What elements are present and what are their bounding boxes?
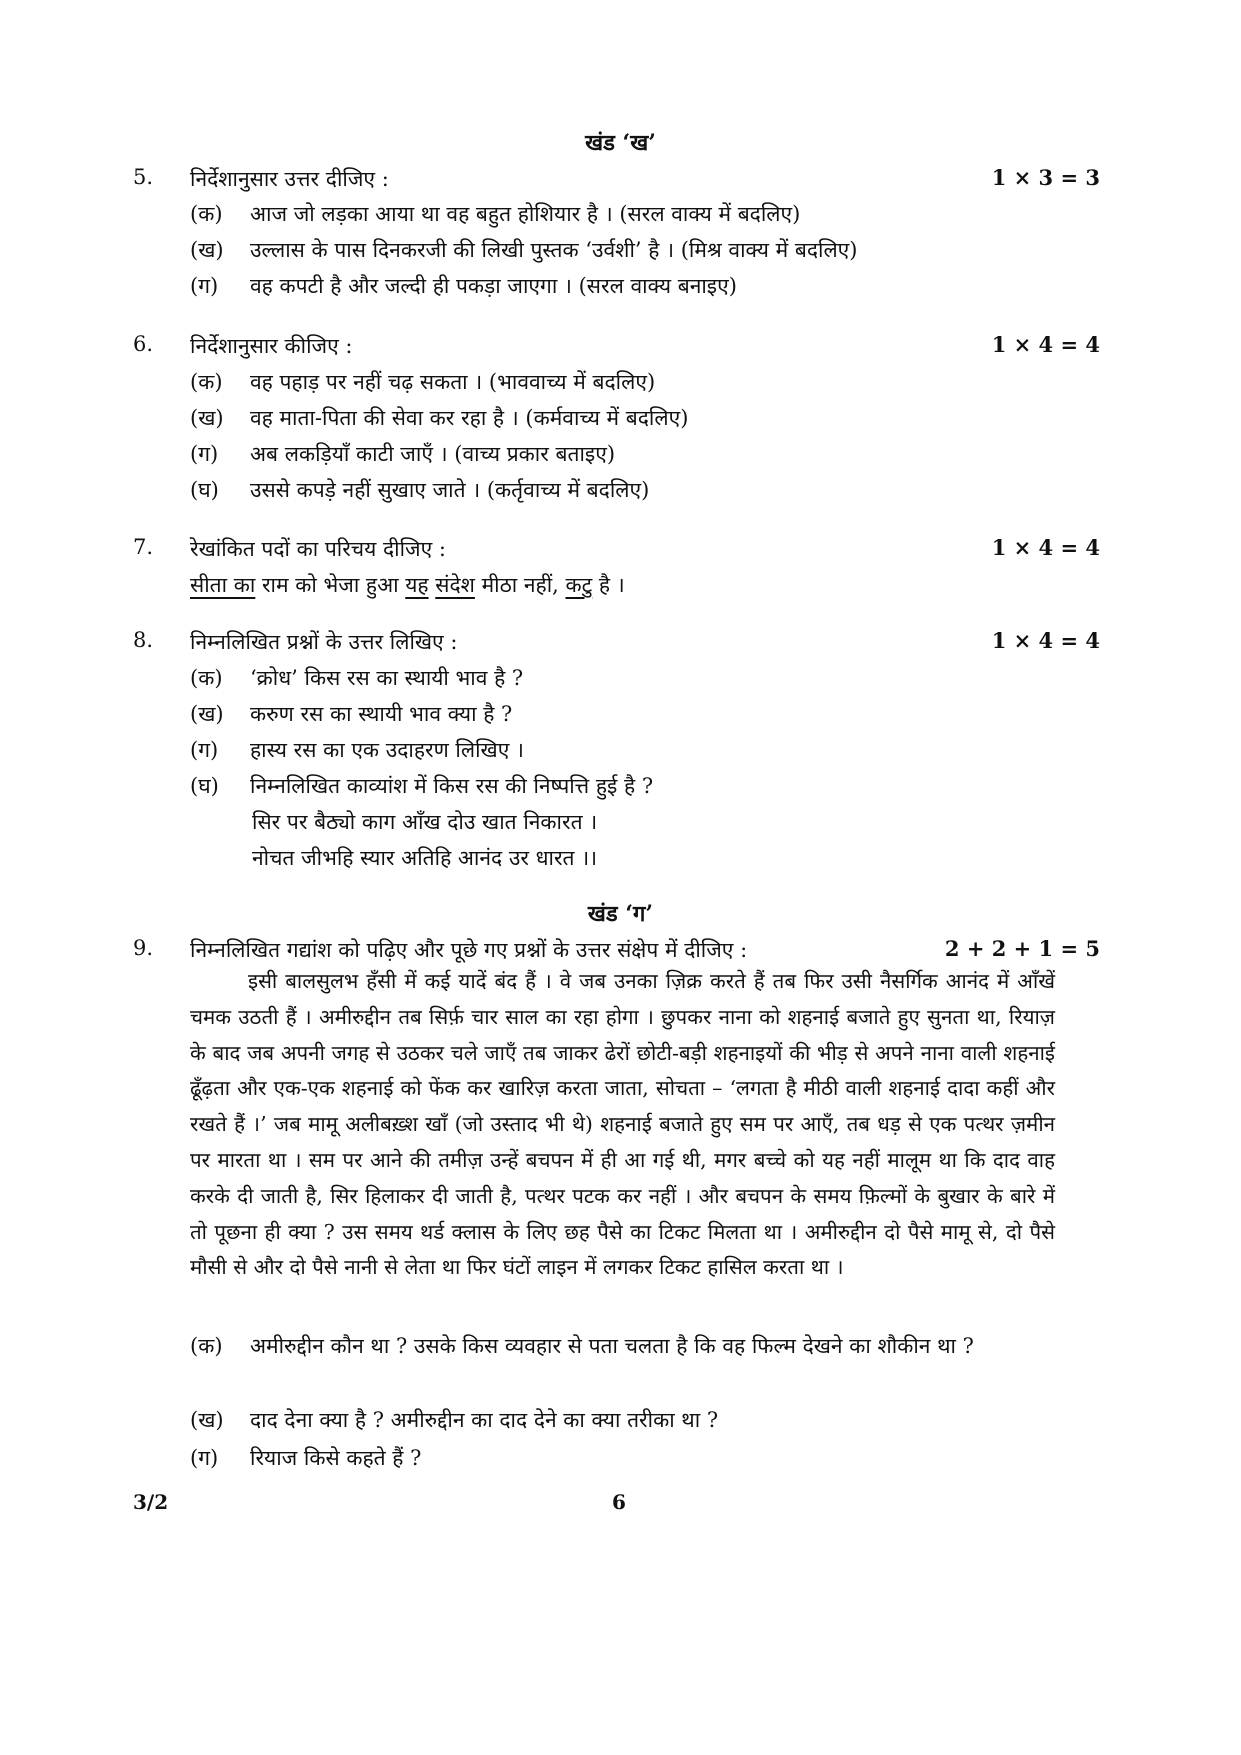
q6-number: 6. bbox=[133, 332, 154, 356]
item-label: (क) bbox=[190, 666, 223, 690]
q5-item bbox=[190, 200, 800, 228]
q6-prompt: निर्देशानुसार कीजिए : bbox=[190, 334, 353, 358]
item-text: करुण रस का स्थायी भाव क्या है ? bbox=[250, 702, 513, 726]
item-label: (क) bbox=[190, 370, 223, 394]
page-number: 6 bbox=[612, 1490, 626, 1514]
item-text: वह माता-पिता की सेवा कर रहा है । (कर्मवाच्य में बदलिए) bbox=[250, 406, 689, 430]
q8-marks: 1 × 4 = 4 bbox=[991, 628, 1100, 653]
item-text: निम्नलिखित काव्यांश में किस रस की निष्पत्ति हुई है ? bbox=[250, 774, 654, 798]
q7-number: 7. bbox=[133, 535, 154, 559]
paper-code: 3/2 bbox=[133, 1490, 169, 1514]
q6-item bbox=[190, 476, 649, 504]
q8-item bbox=[190, 700, 512, 728]
section-c-title: खंड ‘ग’ bbox=[587, 901, 654, 927]
item-label: (ख) bbox=[190, 702, 224, 726]
item-text: आज जो लड़का आया था वह बहुत होशियार है । (सरल वाक्य में बदलिए) bbox=[250, 202, 801, 226]
verse-line: सिर पर बैठ्यो काग आँख दोउ खात निकारत । bbox=[252, 810, 598, 834]
item-label: (ख) bbox=[190, 406, 224, 430]
q7-marks: 1 × 4 = 4 bbox=[991, 535, 1100, 560]
item-label: (घ) bbox=[190, 774, 219, 798]
q9-marks: 2 + 2 + 1 = 5 bbox=[944, 936, 1100, 961]
q6-item bbox=[190, 368, 655, 396]
q8-prompt: निम्नलिखित प्रश्नों के उत्तर लिखिए : bbox=[190, 630, 458, 654]
underlined-word: कटु bbox=[565, 573, 593, 597]
item-label: (ग) bbox=[190, 738, 219, 762]
item-text: उससे कपड़े नहीं सुखाए जाते । (कर्तृवाच्य में बदलिए) bbox=[250, 478, 650, 502]
q8-item bbox=[190, 664, 523, 692]
sentence-text: राम को भेजा हुआ bbox=[255, 573, 406, 597]
item-text: वह कपटी है और जल्दी ही पकड़ा जाएगा । (सरल वाक्य बनाइए) bbox=[250, 274, 737, 298]
item-text: ‘क्रोध’ किस रस का स्थायी भाव है ? bbox=[250, 666, 524, 690]
q5-number: 5. bbox=[133, 165, 154, 189]
q9-prompt: निम्नलिखित गद्यांश को पढ़िए और पूछे गए प्रश्नों के उत्तर संक्षेप में दीजिए : bbox=[190, 938, 748, 962]
underlined-word: संदेश bbox=[435, 573, 475, 597]
item-label: (ग) bbox=[190, 1446, 219, 1470]
underlined-word: यह bbox=[405, 573, 429, 597]
q8-number: 8. bbox=[133, 628, 154, 652]
item-label: (घ) bbox=[190, 478, 219, 502]
q6-marks: 1 × 4 = 4 bbox=[991, 332, 1100, 357]
q9-item bbox=[190, 1328, 1055, 1364]
item-text: अमीरुद्दीन कौन था ? उसके किस व्यवहार से पता चलता है कि वह फिल्म देखने का शौकीन था ? bbox=[250, 1334, 974, 1358]
q9-passage: इसी बालसुलभ हँसी में कई यादें बंद हैं । वे जब उनका ज़िक्र करते हैं तब फिर उसी नैसर्गिक आनंद में आँखें चमक उठती हैं । अमीरुद्दीन तब सिर्फ़ चार साल का रहा होगा । छुपकर नाना को शहनाई बजाते हुए सुनता था, रियाज़ के बाद जब अपनी जगह से उठकर चले जाएँ तब जाकर ढेरों छोटी-बड़ी शहनाइयों की भीड़ से अपने नाना वाली शहनाई ढूँढ़ता और एक-एक शहनाई को फेंक कर खारिज़ करता जाता, सोचता – ‘लगता है मीठी वाली शहनाई दादा कहीं और रखते हैं ।’ जब मामू अलीबख़्श खाँ (जो उस्ताद भी थे) शहनाई बजाते हुए सम पर आएँ, तब धड़ से एक पत्थर ज़मीन पर मारता था । सम पर आने की तमीज़ उन्हें बचपन में ही आ गई थी, मगर बच्चे को यह नहीं मालूम था कि दाद वाह करके दी जाती है, सिर हिलाकर दी जाती है, पत्थर पटक कर नहीं । और बचपन के समय फ़िल्मों के बुखार के बारे में तो पूछना ही क्या ? उस समय थर्ड क्लास के लिए छह पैसे का टिकट मिलता था । अमीरुद्दीन दो पैसे मामू से, दो पैसे मौसी से और दो पैसे नानी से लेता था फिर घंटों लाइन में लगकर टिकट हासिल करता था । bbox=[190, 969, 1055, 1280]
q5-prompt: निर्देशानुसार उत्तर दीजिए : bbox=[190, 167, 389, 191]
sentence-text: मीठा नहीं, bbox=[474, 573, 566, 597]
item-text: अब लकड़ियाँ काटी जाएँ । (वाच्य प्रकार बताइए) bbox=[250, 442, 616, 466]
section-b-title: खंड ‘ख’ bbox=[585, 130, 656, 156]
item-text: वह पहाड़ पर नहीं चढ़ सकता । (भाववाच्य में बदलिए) bbox=[250, 370, 656, 394]
q8-item bbox=[190, 736, 524, 764]
q9-number: 9. bbox=[133, 936, 154, 960]
q7-prompt: रेखांकित पदों का परिचय दीजिए : bbox=[190, 537, 446, 561]
item-label: (क) bbox=[190, 202, 223, 226]
item-text: हास्य रस का एक उदाहरण लिखिए । bbox=[250, 738, 524, 762]
item-label: (ख) bbox=[190, 238, 224, 262]
item-label: (क) bbox=[190, 1334, 223, 1358]
q7-sentence bbox=[190, 571, 625, 599]
sentence-text: है । bbox=[592, 573, 625, 597]
item-label: (ग) bbox=[190, 442, 219, 466]
q8-item bbox=[190, 772, 653, 800]
q9-item bbox=[190, 1440, 1055, 1476]
q5-item bbox=[190, 236, 858, 264]
verse-line: नोचत जीभहि स्यार अतिहि आनंद उर धारत ।। bbox=[252, 846, 598, 870]
q6-item bbox=[190, 440, 615, 468]
item-text: रियाज किसे कहते हैं ? bbox=[250, 1446, 422, 1470]
q9-item bbox=[190, 1402, 1055, 1438]
item-label: (ग) bbox=[190, 274, 219, 298]
underlined-word: सीता का bbox=[190, 573, 256, 597]
q6-item bbox=[190, 404, 688, 432]
item-text: दाद देना क्या है ? अमीरुद्दीन का दाद देने का क्या तरीका था ? bbox=[250, 1408, 719, 1432]
item-text: उल्लास के पास दिनकरजी की लिखी पुस्तक ‘उर्वशी’ है । (मिश्र वाक्य में बदलिए) bbox=[250, 238, 858, 262]
q5-item bbox=[190, 272, 737, 300]
q5-marks: 1 × 3 = 3 bbox=[991, 165, 1100, 190]
item-label: (ख) bbox=[190, 1408, 224, 1432]
